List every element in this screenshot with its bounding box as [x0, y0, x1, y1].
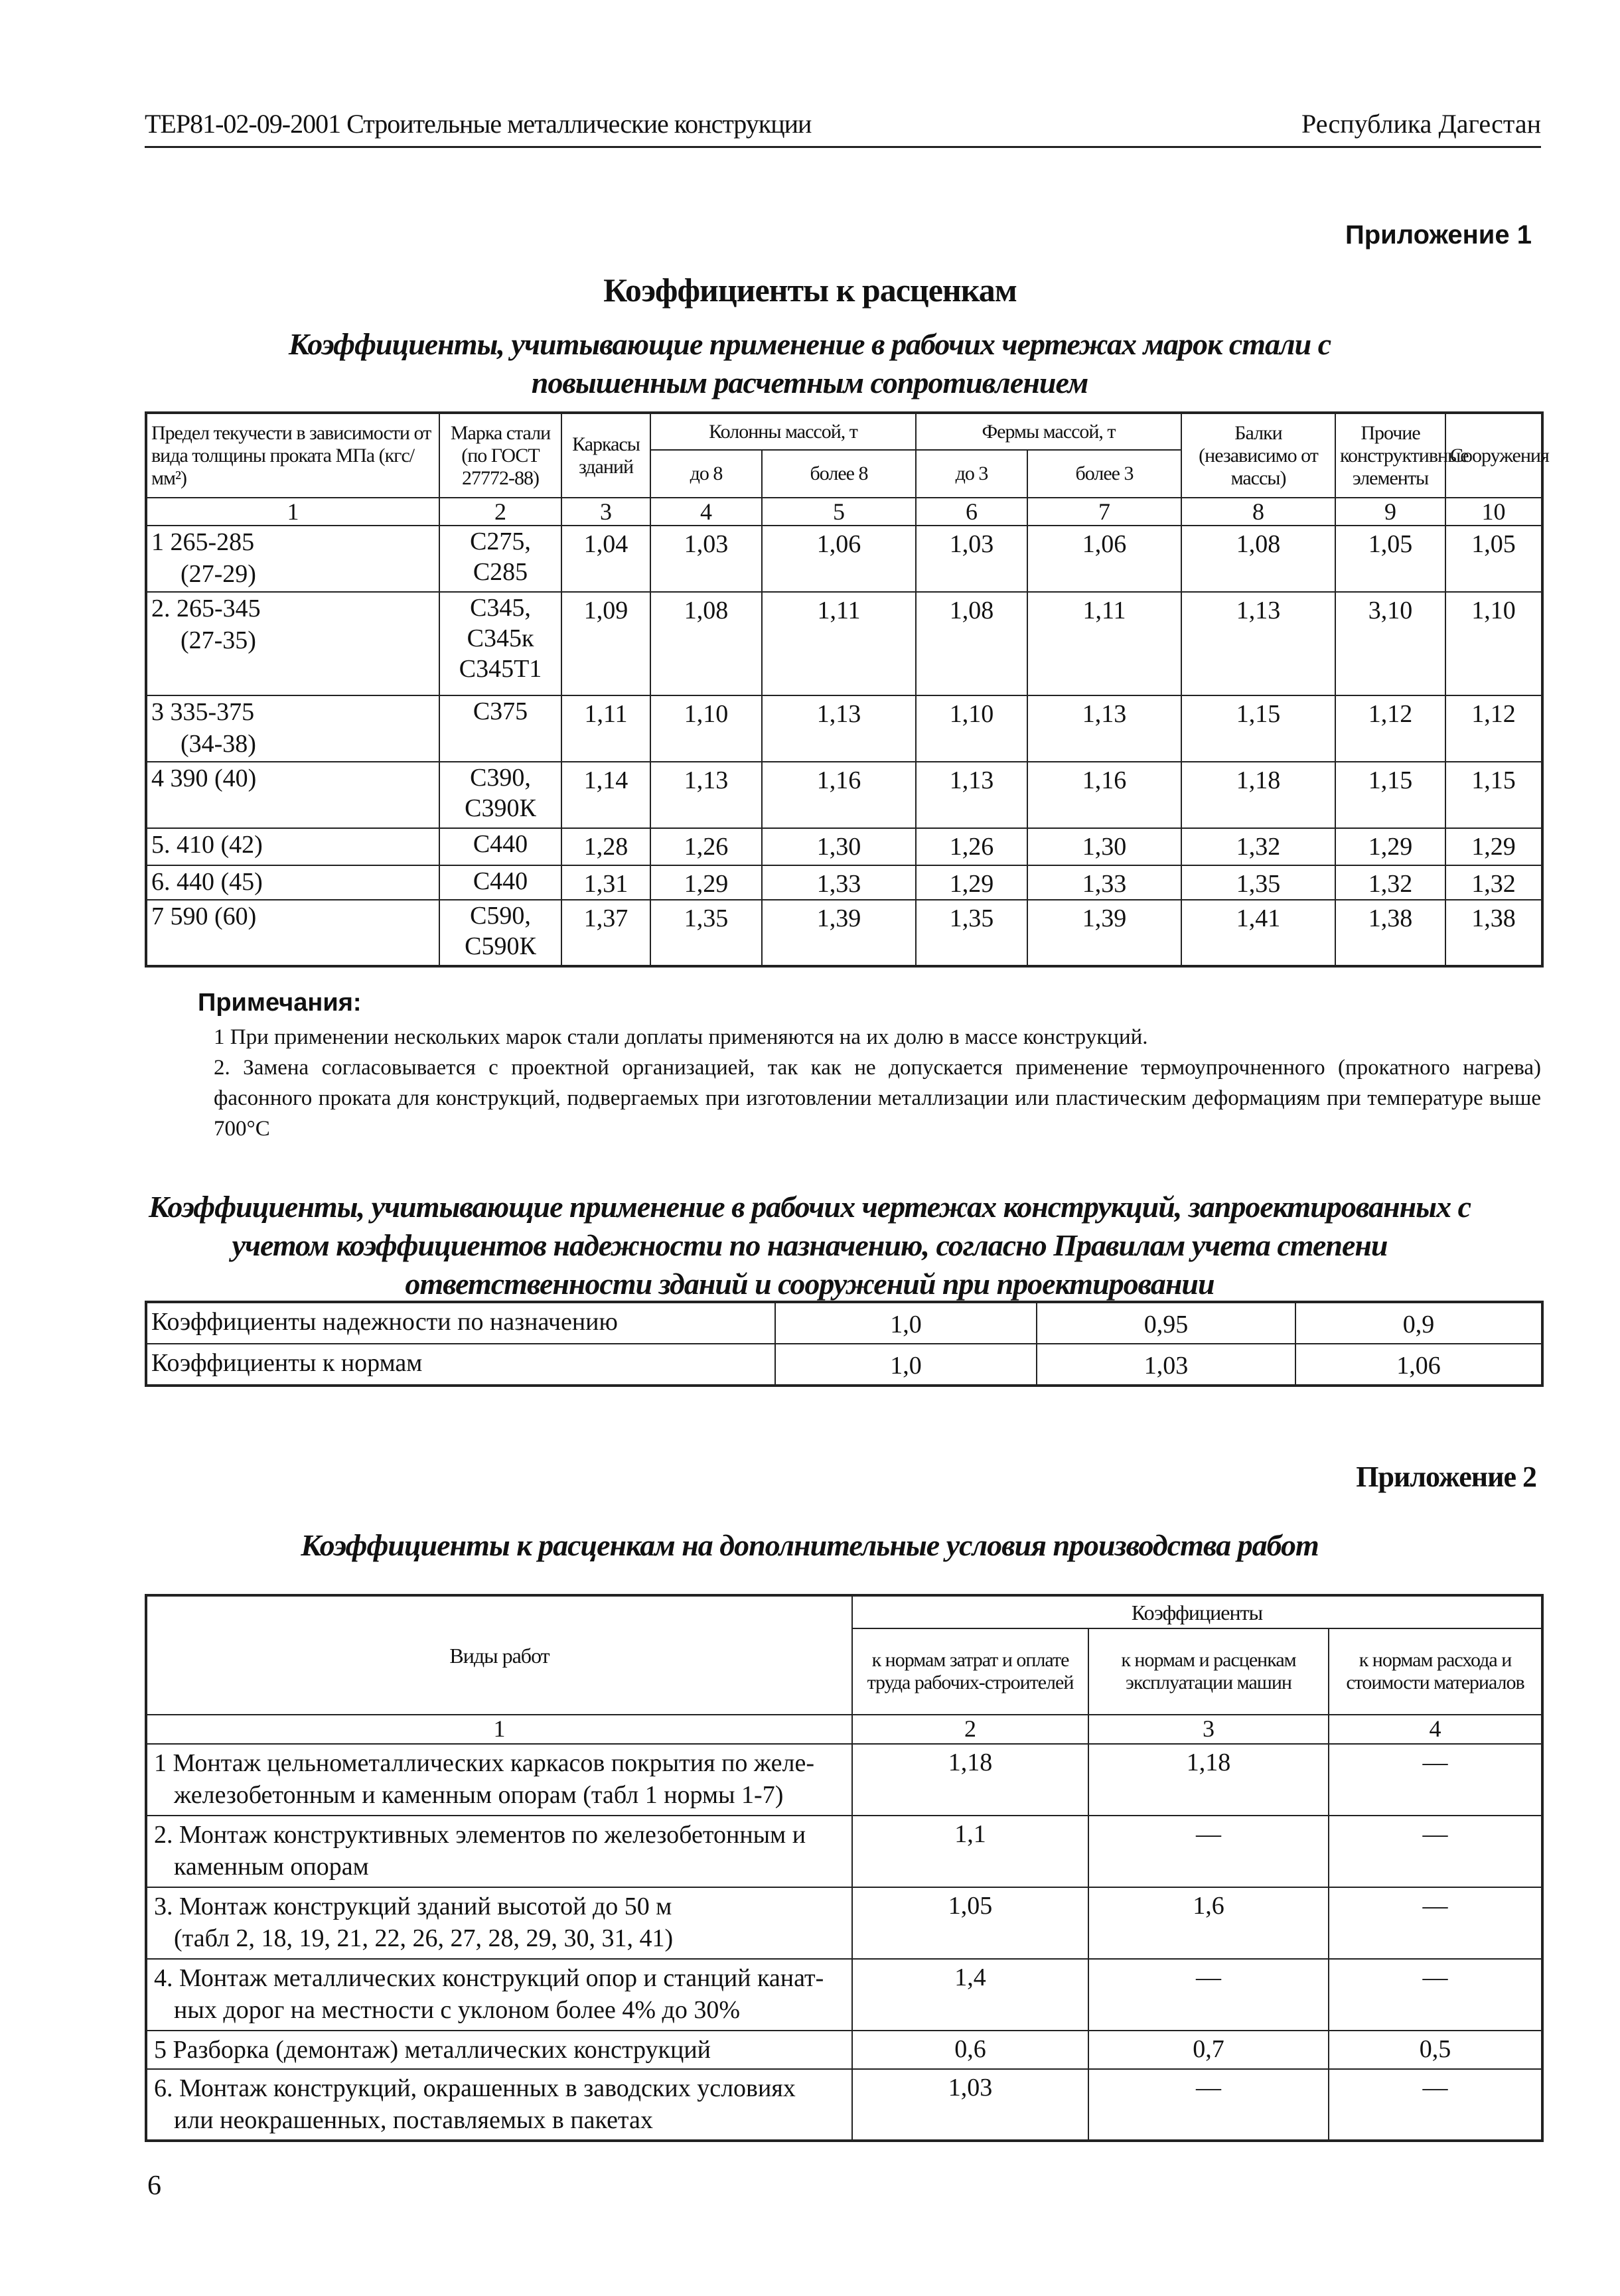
- coefficient-value: 1,14: [561, 762, 650, 828]
- coefficient-value: 1,12: [1335, 695, 1445, 762]
- yield-range: 3 335-375: [151, 698, 255, 726]
- column-number: 5: [762, 498, 916, 526]
- coefficient-value: —: [1088, 1816, 1329, 1887]
- coefficient-value: 1,10: [1445, 592, 1542, 695]
- coefficient-value: 1,33: [762, 865, 916, 900]
- yield-range: 5. 410 (42): [151, 831, 263, 859]
- steel-grade: С345,: [470, 594, 531, 622]
- steel-grade: С390,: [470, 764, 531, 792]
- coefficient-value: 1,32: [1445, 865, 1542, 900]
- header-yield-strength: Предел текучести в зависимости от вида толщины проката МПа (кгс/мм²): [146, 413, 439, 498]
- coefficient-value: —: [1329, 1959, 1542, 2031]
- work-type-cell: [146, 2031, 852, 2069]
- header-building-frames: Каркасы зданий: [561, 413, 650, 498]
- table-row: [146, 1887, 1542, 1959]
- header-materials-coefficient: к нормам расхода и стоимости материалов: [1329, 1628, 1542, 1715]
- coefficient-value: 3,10: [1335, 592, 1445, 695]
- table-row: [146, 1344, 1542, 1386]
- note-1: 1 При применении нескольких марок стали доплаты применяются на их долю в массе конструкций.: [214, 1025, 1148, 1049]
- work-conditions-table: [145, 1594, 1544, 2142]
- coefficient-value: 1,03: [1037, 1344, 1295, 1386]
- table-row: [146, 2031, 1542, 2069]
- coefficient-value: 1,18: [852, 1744, 1088, 1816]
- column-number: 4: [650, 498, 762, 526]
- steel-grade-cell: [439, 526, 561, 592]
- table-row: [146, 1816, 1542, 1887]
- coefficient-value: 1,39: [1027, 900, 1181, 966]
- coefficient-value: 1,09: [561, 592, 650, 695]
- work-type-line: или неокрашенных, поставляемых в пакетах: [174, 2106, 653, 2134]
- coefficient-value: 1,05: [1445, 526, 1542, 592]
- coefficient-value: 1,35: [916, 900, 1027, 966]
- coefficient-value: 1,33: [1027, 865, 1181, 900]
- header-columns-upto-8: до 8: [650, 450, 762, 498]
- coefficient-value: —: [1329, 1887, 1542, 1959]
- coefficient-value: 1,28: [561, 828, 650, 865]
- running-header: [145, 100, 1541, 148]
- coefficient-value: 1,35: [1181, 865, 1335, 900]
- steel-grade-cell: [439, 592, 561, 695]
- column-number: 9: [1335, 498, 1445, 526]
- coefficient-value: 0,5: [1329, 2031, 1542, 2069]
- work-type-line: 6. Монтаж конструкций, окрашенных в заводских условиях: [154, 2074, 796, 2102]
- work-type-cell: [146, 1744, 852, 1816]
- steel-grade-cell: [439, 828, 561, 865]
- yield-strength-cell: [146, 828, 439, 865]
- work-type-cell: [146, 1959, 852, 2031]
- header-coefficients: Коэффициенты: [852, 1595, 1542, 1628]
- coefficient-value: 1,6: [1088, 1887, 1329, 1959]
- coefficient-value: —: [1329, 1816, 1542, 1887]
- table-row: [146, 828, 1542, 865]
- coefficient-value: 1,16: [1027, 762, 1181, 828]
- steel-grade: С275,: [470, 528, 531, 555]
- table-row: [146, 1959, 1542, 2031]
- column-number-row: [146, 498, 1542, 526]
- steel-grade-cell: [439, 865, 561, 900]
- work-type-cell: [146, 1816, 852, 1887]
- steel-grade-coefficients-table: [145, 411, 1549, 968]
- table-row: [146, 2069, 1542, 2141]
- coefficient-value: 1,13: [1181, 592, 1335, 695]
- coefficient-value: 1,12: [1445, 695, 1542, 762]
- coefficient-value: 1,30: [1027, 828, 1181, 865]
- coefficient-value: 1,11: [1027, 592, 1181, 695]
- header-machine-coefficient: к нормам и расценкам эксплуатации машин: [1088, 1628, 1329, 1715]
- coefficient-value: 1,29: [1445, 828, 1542, 865]
- steel-grade-cell: [439, 695, 561, 762]
- steel-grade: С590К: [465, 932, 536, 960]
- coefficient-value: 1,26: [650, 828, 762, 865]
- note-2: 2. Замена согласовывается с проектной организацией, так как не допускается применение термоупрочненного (прокатного нагрева) фасонного проката для конструкций, подвергаемых при изготовлении металлизации или пластическим деформациям при температуре выше 700°С: [214, 1056, 1541, 1141]
- coefficient-value: 1,11: [561, 695, 650, 762]
- notes-heading: Примечания:: [198, 989, 362, 1017]
- work-type-line: железобетонным и каменным опорам (табл 1 нормы 1-7): [174, 1781, 784, 1809]
- row-label: Коэффициенты к нормам: [146, 1344, 775, 1386]
- coefficient-value: 1,10: [650, 695, 762, 762]
- coefficient-value: 1,29: [1335, 828, 1445, 865]
- column-number: 2: [439, 498, 561, 526]
- column-number: 1: [146, 1715, 852, 1744]
- yield-range: 4 390 (40): [151, 764, 257, 792]
- coefficient-value: 1,10: [916, 695, 1027, 762]
- work-conditions-table-caption: Коэффициенты к расценкам на дополнительные условия производства работ: [301, 1528, 1319, 1562]
- header-steel-grade: Марка стали (по ГОСТ 27772-88): [439, 413, 561, 498]
- steel-grade: С390К: [465, 794, 536, 822]
- coefficient-value: 1,08: [916, 592, 1027, 695]
- coefficient-value: 0,7: [1088, 2031, 1329, 2069]
- header-labor-coefficient: к нормам затрат и оплате труда рабочих-строителей: [852, 1628, 1088, 1715]
- page-title: Коэффициенты к расценкам: [603, 271, 1017, 309]
- coefficient-value: 1,03: [852, 2069, 1088, 2141]
- steel-grade: С440: [473, 867, 528, 895]
- yield-range: 7 590 (60): [151, 902, 257, 930]
- header-work-types: Виды работ: [146, 1595, 852, 1715]
- coefficient-value: 1,31: [561, 865, 650, 900]
- header-structures: Сооружения: [1445, 413, 1542, 498]
- table-row: [146, 592, 1542, 695]
- yield-strength-cell: [146, 526, 439, 592]
- yield-range: 6. 440 (45): [151, 868, 263, 896]
- coefficient-value: 1,0: [775, 1344, 1037, 1386]
- coefficient-value: 1,06: [762, 526, 916, 592]
- work-type-line: 2. Монтаж конструктивных элементов по железобетонным и: [154, 1821, 806, 1849]
- column-number: 3: [1088, 1715, 1329, 1744]
- yield-range: 2. 265-345: [151, 595, 261, 622]
- header-trusses: Фермы массой, т: [916, 413, 1181, 450]
- coefficient-value: 1,03: [650, 526, 762, 592]
- steel-grade-cell: [439, 762, 561, 828]
- coefficient-value: 1,37: [561, 900, 650, 966]
- steel-grade: С285: [473, 558, 528, 586]
- coefficient-value: 1,15: [1445, 762, 1542, 828]
- column-number-row: [146, 1715, 1542, 1744]
- notes: [214, 1022, 1541, 1144]
- column-number: 2: [852, 1715, 1088, 1744]
- yield-range-kgf: (34-38): [181, 730, 256, 758]
- coefficient-value: 1,4: [852, 1959, 1088, 2031]
- coefficient-value: 1,18: [1088, 1744, 1329, 1816]
- header-other-elements: Прочие конструктивные элементы: [1335, 413, 1445, 498]
- coefficient-value: 1,05: [1335, 526, 1445, 592]
- yield-strength-cell: [146, 592, 439, 695]
- work-type-cell: [146, 2069, 852, 2141]
- table-row: [146, 1744, 1542, 1816]
- appendix-2-label: Приложение 2: [1356, 1461, 1536, 1493]
- column-number: 7: [1027, 498, 1181, 526]
- table-row: [146, 1302, 1542, 1344]
- reliability-coefficients-table: [145, 1301, 1544, 1387]
- header-trusses-over-3: более 3: [1027, 450, 1181, 498]
- coefficient-value: 1,29: [916, 865, 1027, 900]
- column-number: 10: [1445, 498, 1542, 526]
- coefficient-value: 1,13: [650, 762, 762, 828]
- table-row: [146, 762, 1542, 828]
- work-type-line: каменным опорам: [174, 1853, 369, 1881]
- coefficient-value: 1,32: [1335, 865, 1445, 900]
- work-type-line: 5 Разборка (демонтаж) металлических конструкций: [154, 2036, 711, 2064]
- table-row: [146, 900, 1542, 966]
- yield-range: 1 265-285: [151, 528, 255, 556]
- work-type-cell: [146, 1887, 852, 1959]
- work-type-line: ных дорог на местности с уклоном более 4% до 30%: [174, 1996, 741, 2024]
- work-type-line: 1 Монтаж цельнометаллических каркасов покрытия по желе-: [154, 1749, 815, 1777]
- header-columns-over-8: более 8: [762, 450, 916, 498]
- header-beams: Балки (независимо от массы): [1181, 413, 1335, 498]
- coefficient-value: —: [1088, 1959, 1329, 2031]
- steel-grade: С375: [473, 697, 528, 725]
- column-number: 8: [1181, 498, 1335, 526]
- coefficient-value: 1,30: [762, 828, 916, 865]
- page-number: 6: [147, 2171, 161, 2201]
- table-row: [146, 865, 1542, 900]
- header-trusses-upto-3: до 3: [916, 450, 1027, 498]
- document-code: ТЕР81-02-09-2001 Строительные металлические конструкции: [145, 109, 812, 139]
- coefficient-value: 1,08: [650, 592, 762, 695]
- work-type-line: (табл 2, 18, 19, 21, 22, 26, 27, 28, 29, 30, 31, 41): [174, 1924, 674, 1952]
- steel-table-caption: Коэффициенты, учитывающие применение в рабочих чертежах марок стали с повышенным расчетным сопротивлением: [288, 327, 1331, 399]
- coefficient-value: 1,41: [1181, 900, 1335, 966]
- steel-grade-cell: [439, 900, 561, 966]
- coefficient-value: —: [1329, 2069, 1542, 2141]
- reliability-table-caption: Коэффициенты, учитывающие применение в рабочих чертежах конструкций, запроектированных с учетом коэффициентов надежности по назначению, согласно Правилам учета степени ответственности зданий и сооружений при проектировании: [148, 1190, 1471, 1301]
- coefficient-value: 1,32: [1181, 828, 1335, 865]
- coefficient-value: 1,29: [650, 865, 762, 900]
- coefficient-value: 1,11: [762, 592, 916, 695]
- coefficient-value: 1,15: [1181, 695, 1335, 762]
- coefficient-value: 1,38: [1335, 900, 1445, 966]
- coefficient-value: 1,1: [852, 1816, 1088, 1887]
- coefficient-value: 1,16: [762, 762, 916, 828]
- yield-strength-cell: [146, 762, 439, 828]
- yield-range-kgf: (27-29): [181, 560, 256, 588]
- column-number: 4: [1329, 1715, 1542, 1744]
- header-columns: Колонны массой, т: [650, 413, 916, 450]
- coefficient-value: 1,06: [1295, 1344, 1542, 1386]
- coefficient-value: 0,9: [1295, 1302, 1542, 1344]
- coefficient-value: 0,6: [852, 2031, 1088, 2069]
- coefficient-value: 1,05: [852, 1887, 1088, 1959]
- coefficient-value: 1,0: [775, 1302, 1037, 1344]
- steel-grade: С590,: [470, 902, 531, 930]
- work-type-line: 3. Монтаж конструкций зданий высотой до 50 м: [154, 1893, 672, 1920]
- coefficient-value: 0,95: [1037, 1302, 1295, 1344]
- steel-grade: С345к: [467, 624, 534, 652]
- column-number: 6: [916, 498, 1027, 526]
- region-name: Республика Дагестан: [1301, 109, 1541, 139]
- coefficient-value: —: [1329, 1744, 1542, 1816]
- coefficient-value: 1,39: [762, 900, 916, 966]
- coefficient-value: 1,26: [916, 828, 1027, 865]
- coefficient-value: 1,35: [650, 900, 762, 966]
- coefficient-value: 1,38: [1445, 900, 1542, 966]
- coefficient-value: 1,08: [1181, 526, 1335, 592]
- row-label: Коэффициенты надежности по назначению: [146, 1302, 775, 1344]
- coefficient-value: 1,13: [1027, 695, 1181, 762]
- appendix-1-label: Приложение 1: [1345, 220, 1532, 250]
- steel-grade: С440: [473, 830, 528, 858]
- coefficient-value: 1,18: [1181, 762, 1335, 828]
- coefficient-value: 1,03: [916, 526, 1027, 592]
- column-number: 3: [561, 498, 650, 526]
- coefficient-value: 1,15: [1335, 762, 1445, 828]
- coefficient-value: 1,04: [561, 526, 650, 592]
- table-row: [146, 695, 1542, 762]
- yield-strength-cell: [146, 900, 439, 966]
- coefficient-value: 1,13: [916, 762, 1027, 828]
- yield-range-kgf: (27-35): [181, 626, 256, 654]
- table-row: [146, 526, 1542, 592]
- work-type-line: 4. Монтаж металлических конструкций опор и станций канат-: [154, 1964, 824, 1992]
- steel-grade: С345Т1: [459, 655, 542, 683]
- yield-strength-cell: [146, 865, 439, 900]
- column-number: 1: [146, 498, 439, 526]
- coefficient-value: —: [1088, 2069, 1329, 2141]
- coefficient-value: 1,13: [762, 695, 916, 762]
- yield-strength-cell: [146, 695, 439, 762]
- coefficient-value: 1,06: [1027, 526, 1181, 592]
